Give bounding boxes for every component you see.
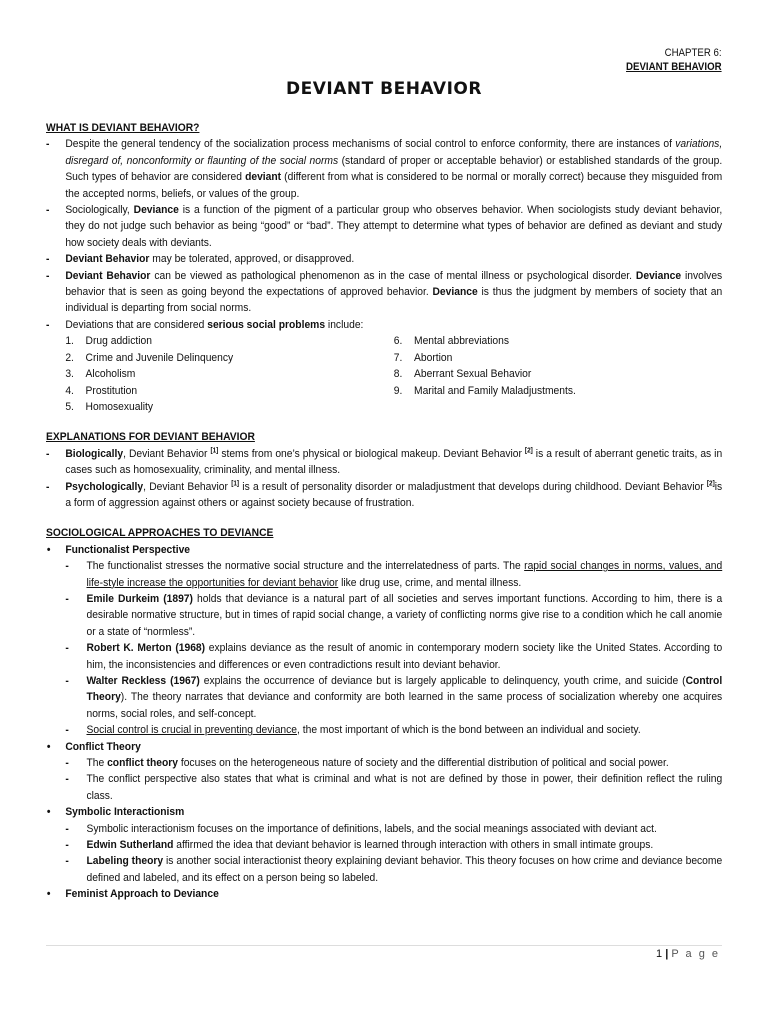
chapter-header <box>626 46 722 74</box>
list-item: 3. Alcoholism <box>65 368 136 381</box>
list-item: 6. Mental abbreviations <box>393 335 509 348</box>
symbolic-item: - Symbolic interactionism focuses on the importance of definitions, labels, and the social meanings associated with deviant act. <box>65 822 657 835</box>
list-item: 2. Crime and Juvenile Delinquency <box>65 351 234 364</box>
functionalist-item: - Emile Durkeim (1897) holds that deviance is a natural part of all societies and serves important functions. According to him, there is a desirable normative structure, but in times of rapid social change, a variety of conflicting norms give rise to a condition which he call anomie or a state of “normless”. <box>65 592 723 638</box>
functionalist-item: - Robert K. Merton (1968) explains deviance as the result of anomic in contemporary modern society like the United States. According to him, the inconsistencies and differences or even contradictions result into deviant behavior. <box>65 642 723 671</box>
symbolic-item: - Labeling theory is another social interactionist theory explaining deviant behavior. This theory focuses on how crime and deviance become defined and labeled, and its effect on a person being so labeled. <box>65 855 723 884</box>
problems-list-right <box>394 333 722 415</box>
paragraph-pathological: - Deviant Behavior can be viewed as pathological phenomenon as in the case of mental illness or psychological disorder. Deviance involves behavior that is seen as going beyond the expectations of approved behavior. Deviance is thus the judgment by members of society that an individual is departing from social norms. <box>46 269 723 315</box>
list-item: 8. Aberrant Sexual Behavior <box>393 368 532 381</box>
section-heading-explanations: EXPLANATIONS FOR DEVIANT BEHAVIOR <box>46 431 255 444</box>
dash-marker: - <box>46 138 50 151</box>
bullet-functionalist: • Functionalist Perspective <box>46 542 722 558</box>
list-item: 5. Homosexuality <box>65 400 154 413</box>
footer-separator: | <box>665 948 669 960</box>
paragraph-sociologically: - Sociologically, Deviance is a function of the pigment of a particular group who observes behavior. When sociologists study deviant behavior, they do not judge such behavior as being “good” or “bad”. They attempt to determine what types of behavior are defined as deviant and study how society deals with deviants. <box>46 204 723 249</box>
bullet-dot-icon: • <box>46 888 51 901</box>
problems-list-left <box>65 333 393 415</box>
page-number: 1 <box>656 948 663 960</box>
list-item: 4. Prostitution <box>65 384 138 397</box>
bullet-dot-icon: • <box>46 740 51 753</box>
bullet-symbolic: • Symbolic Interactionism <box>46 804 722 820</box>
dash-marker: - <box>46 447 50 460</box>
paragraph-psychologically: - Psychologically, Deviant Behavior [1] is a result of personality disorder or maladjustment that develops during childhood. Deviant Behavior [2]is a form of aggression against others or against society because of frustration. <box>46 479 723 509</box>
functionalist-item: - Social control is crucial in preventing deviance, the most important of which is the bond between an individual and society. <box>65 724 641 737</box>
symbolic-item: - Edwin Sutherland affirmed the idea that deviant behavior is learned through interaction with others in small intimate groups. <box>65 839 654 852</box>
page-title: DEVIANT BEHAVIOR <box>286 79 482 99</box>
bullet-conflict: • Conflict Theory <box>46 739 722 755</box>
list-item: 9. Marital and Family Maladjustments. <box>393 384 576 397</box>
dash-marker: - <box>46 269 50 282</box>
bullet-dot-icon: • <box>46 543 51 556</box>
functionalist-item: - The functionalist stresses the normative social structure and the interrelatedness of parts. The rapid social changes in norms, values, and life-style increase the opportunities for deviant behavior like drug use, crime, and mental illness. <box>65 560 723 589</box>
paragraph-tolerated: - Deviant Behavior may be tolerated, approved, or disapproved. <box>46 251 722 267</box>
page-label: P a g e <box>671 948 720 960</box>
document-body <box>46 120 722 903</box>
list-item: 7. Abortion <box>393 351 453 364</box>
bullet-dot-icon: • <box>46 806 51 819</box>
dash-marker: - <box>46 318 50 331</box>
chapter-title: DEVIANT BEHAVIOR <box>626 61 722 73</box>
functionalist-item: - Walter Reckless (1967) explains the occurrence of deviance but is largely applicable to delinquency, youth crime, and suicide (Control Theory). The theory narrates that deviance and conformity are both learned in the same process of socialization whereby one acquires norms, social roles, and self-concept. <box>65 675 723 720</box>
section-heading-what-is: WHAT IS DEVIANT BEHAVIOR? <box>46 122 200 134</box>
bullet-feminist: • Feminist Approach to Deviance <box>46 886 722 902</box>
dash-marker: - <box>46 253 50 266</box>
footer-divider <box>46 945 722 946</box>
problems-list <box>46 333 722 415</box>
conflict-item: - The conflict theory focuses on the heterogeneous nature of society and the differential distribution of political and social power. <box>65 757 669 770</box>
chapter-number: CHAPTER 6: <box>664 47 722 59</box>
dash-marker: - <box>46 204 50 217</box>
dash-marker: - <box>46 480 50 493</box>
list-item: 1. Drug addiction <box>65 335 152 348</box>
section-heading-sociological: SOCIOLOGICAL APPROACHES TO DEVIANCE <box>46 527 274 540</box>
paragraph-serious-problems: - Deviations that are considered serious social problems include: <box>46 317 722 333</box>
conflict-item: - The conflict perspective also states that what is criminal and what is not are defined by those in power, their definition reflect the ruling class. <box>65 773 723 802</box>
paragraph-definition: - Despite the general tendency of the socialization process mechanisms of social control to enforce conformity, there are instances of variations, disregard of, nonconformity or flaunting of the social norms (standard of proper or acceptable behavior) or established standards of the group. Such types of behavior are considered deviant (different from what is considered to be normal or morally correct) because they misguided from the accepted norms, beliefs, or values of the group. <box>46 138 723 200</box>
paragraph-biologically: - Biologically, Deviant Behavior [1] stems from one’s physical or biological makeup. Deviant Behavior [2] is a result of aberrant genetic traits, as in cases such as homosexuality, criminality, and mental illness. <box>46 446 723 477</box>
page-footer <box>656 948 720 960</box>
